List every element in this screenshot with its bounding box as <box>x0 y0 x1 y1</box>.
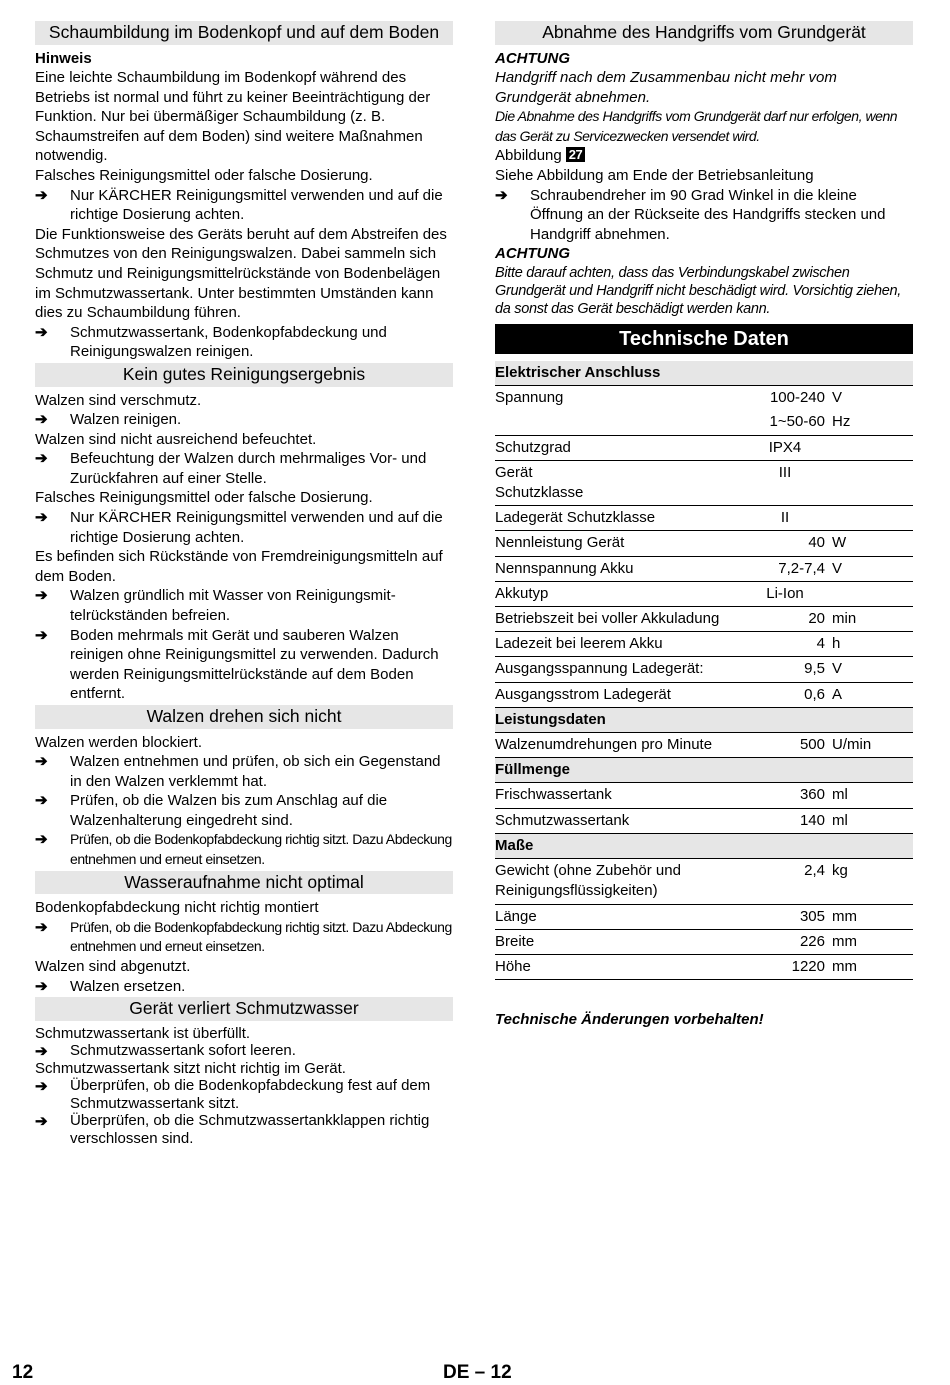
cause-text: Walzen sind verschmutz. <box>35 391 202 409</box>
spec-row <box>495 904 913 929</box>
spec-label: Breite <box>495 929 745 954</box>
remedy-item <box>35 1042 453 1060</box>
remedy-item <box>35 1077 453 1112</box>
cause-text: Falsches Reinigungsmittel oder falsche Dosierung. <box>35 489 373 507</box>
remedy-item <box>35 752 453 791</box>
spec-value: IPX4 <box>745 435 832 460</box>
spec-label: Walzenumdrehungen pro Minute <box>495 733 745 758</box>
tech-changes-note: Technische Änderungen vorbehalten! <box>495 1011 764 1029</box>
spec-unit: Hz <box>832 410 913 435</box>
spec-row <box>495 954 913 979</box>
spec-label: Ladezeit bei leerem Akku <box>495 632 745 657</box>
spec-unit: A <box>832 682 913 707</box>
remedy-text: Nur KÄRCHER Reinigungsmittel verwenden und auf die richtige Dosierung achten. <box>70 186 443 224</box>
spec-value: 0,6 <box>745 682 832 707</box>
arrow-right-icon: ➔ <box>35 753 48 771</box>
spec-label: Ausgangsspannung Ladegerät: <box>495 657 745 682</box>
cause-text: Walzen werden blockiert. <box>35 733 203 751</box>
spec-unit <box>832 460 913 505</box>
spec-row <box>495 410 913 435</box>
left-column <box>35 20 453 1147</box>
hint-label: Hinweis <box>35 49 92 67</box>
arrow-right-icon: ➔ <box>35 977 48 995</box>
step-item <box>495 186 913 245</box>
spec-label: Frischwassertank <box>495 783 745 808</box>
page-number: 12 <box>12 1362 34 1383</box>
arrow-right-icon: ➔ <box>35 792 48 810</box>
remedy-item <box>35 508 453 547</box>
arrow-right-icon: ➔ <box>35 587 48 605</box>
spec-value: 40 <box>745 531 832 556</box>
spec-group-row <box>495 707 913 732</box>
hint-text: Eine leichte Schaumbildung im Bodenkopf während des Betriebs ist normal und führt zu keiner Beeinträchtigung der Funktion. Nur bei übermäßiger Schaumbildung (z. B. Schaumstreifen auf dem Boden) sind weitere Maßnahmen notwendig. <box>35 69 431 165</box>
remedy-text: Befeuchtung der Walzen durch mehrmaliges Vor- und Zurückfahren auf einer Stelle. <box>70 450 427 487</box>
remedy-text: Walzen gründlich mit Wasser von Reinigungsmittelrückständen befreien. <box>70 587 396 625</box>
cause-text: Es befinden sich Rückstände von Fremdreinigungsmitteln auf dem Boden. <box>35 548 443 585</box>
warning-text: Die Abnahme des Handgriffs vom Grundgerät darf nur erfolgen, wenn das Gerät zu Servicezwecken versendet wird. <box>495 108 898 144</box>
remedy-text: Prüfen, ob die Bodenkopfabdeckung richtig sitzt. Dazu Abdeckung entnehmen und erneut einsetzen. <box>70 918 452 955</box>
spec-row <box>495 733 913 758</box>
right-column <box>495 20 913 1030</box>
spec-row <box>495 607 913 632</box>
section-heading-water-intake: Wasseraufnahme nicht optimal <box>35 871 453 895</box>
cause-text: Falsches Reinigungsmittel oder falsche Dosierung. <box>35 167 373 185</box>
arrow-right-icon: ➔ <box>35 411 48 429</box>
spec-value: 100-240 <box>769 389 825 407</box>
remedy-text: Walzen ersetzen. <box>70 977 186 995</box>
remedy-text: Schmutzwassertank sofort leeren. <box>70 1042 296 1060</box>
spec-unit: U/min <box>832 733 913 758</box>
step-text: Schraubendreher im 90 Grad Winkel in die kleine Öffnung an der Rückseite des Handgriffs stecken und Handgriff abnehmen. <box>530 186 886 243</box>
spec-value: 500 <box>745 733 832 758</box>
spec-group-name: Maße <box>495 833 913 858</box>
spec-group-row <box>495 833 913 858</box>
cause-text: Schmutzwassertank ist überfüllt. <box>35 1024 251 1042</box>
remedy-text: Walzen reinigen. <box>70 411 182 429</box>
spec-unit <box>832 581 913 606</box>
spec-label: Spannung <box>495 389 564 407</box>
remedy-text: Prüfen, ob die Bodenkopfabdeckung richtig sitzt. Dazu Abdeckung entnehmen und erneut einsetzen. <box>70 831 452 868</box>
remedy-text: Überprüfen, ob die Schmutzwassertankklappen richtig verschlossen sind. <box>70 1112 430 1147</box>
remedy-text: Nur KÄRCHER Reinigungsmittel verwenden und auf die richtige Dosierung achten. <box>70 509 443 546</box>
spec-label: Nennspannung Akku <box>495 556 745 581</box>
remedy-text: Walzen entnehmen und prüfen, ob sich ein Gegenstand in den Walzen verklemmt hat. <box>70 753 441 790</box>
spec-row <box>495 531 913 556</box>
arrow-right-icon: ➔ <box>35 323 48 341</box>
spec-value: II <box>745 506 832 531</box>
cause-text: Schmutzwassertank sitzt nicht richtig im Gerät. <box>35 1059 346 1077</box>
remedy-item <box>35 410 453 430</box>
arrow-right-icon: ➔ <box>35 1043 48 1061</box>
arrow-right-icon: ➔ <box>35 1078 48 1096</box>
spec-value: 9,5 <box>745 657 832 682</box>
spec-unit: kg <box>832 859 913 904</box>
spec-unit: V <box>832 657 913 682</box>
warning-label: ACHTUNG <box>495 245 570 263</box>
spec-unit: mm <box>832 929 913 954</box>
arrow-right-icon: ➔ <box>35 450 48 468</box>
spec-row <box>495 386 913 411</box>
spec-unit <box>832 435 913 460</box>
see-figure-text: Siehe Abbildung am Ende der Betriebsanleitung <box>495 167 814 185</box>
spec-row <box>495 556 913 581</box>
spec-value: III <box>745 460 832 505</box>
spec-label: Schmutzwassertank <box>495 808 745 833</box>
figure-reference <box>495 146 913 166</box>
page-mark: DE – 12 <box>443 1362 512 1383</box>
spec-value: 1~50-60 <box>745 410 832 435</box>
warning-text: Bitte darauf achten, dass das Verbindungskabel zwischen Grundgerät und Handgriff nicht beschädigt wird. Vorsichtig ziehen, da sonst das Gerät beschädigt werden kann. <box>495 265 902 318</box>
spec-unit: V <box>832 389 843 407</box>
remedy-item <box>35 1112 453 1147</box>
section-heading-foam: Schaumbildung im Bodenkopf und auf dem Boden <box>35 21 453 45</box>
remedy-text: Überprüfen, ob die Bodenkopfabdeckung fest auf dem Schmutzwassertank sitzt. <box>70 1077 431 1112</box>
warning-label: ACHTUNG <box>495 49 570 67</box>
spec-value: 4 <box>745 632 832 657</box>
spec-unit: ml <box>832 808 913 833</box>
remedy-item <box>35 626 453 704</box>
spec-group-row <box>495 361 913 386</box>
spec-unit: min <box>832 607 913 632</box>
spec-value: Li-Ion <box>745 581 832 606</box>
remedy-item <box>35 323 453 362</box>
section-heading-rollers: Walzen drehen sich nicht <box>35 705 453 729</box>
remedy-item <box>35 449 453 488</box>
remedy-item <box>35 186 453 225</box>
spec-unit: mm <box>832 954 913 979</box>
spec-unit: ml <box>832 783 913 808</box>
cause-text: Walzen sind abgenutzt. <box>35 957 191 975</box>
spec-label: Höhe <box>495 954 745 979</box>
spec-unit: W <box>832 531 913 556</box>
remedy-item <box>35 977 453 997</box>
spec-label: Akkutyp <box>495 581 745 606</box>
spec-row <box>495 929 913 954</box>
spec-group-name: Füllmenge <box>495 758 913 783</box>
spec-row <box>495 460 913 505</box>
spec-value: 7,2-7,4 <box>745 556 832 581</box>
spec-value: 140 <box>745 808 832 833</box>
spec-unit <box>832 506 913 531</box>
spec-label: Nennleistung Gerät <box>495 531 745 556</box>
spec-row <box>495 808 913 833</box>
spec-value: 1220 <box>745 954 832 979</box>
spec-row <box>495 632 913 657</box>
arrow-right-icon: ➔ <box>35 626 48 644</box>
remedy-item <box>35 586 453 625</box>
spec-row <box>495 859 913 904</box>
spec-row <box>495 682 913 707</box>
spec-group-row <box>495 758 913 783</box>
tech-data-title: Technische Daten <box>495 324 913 354</box>
spec-label-line: Gerät <box>495 463 533 481</box>
arrow-right-icon: ➔ <box>35 1113 48 1131</box>
figure-number-badge: 27 <box>566 147 585 162</box>
cause-text: Bodenkopfabdeckung nicht richtig montiert <box>35 899 319 917</box>
spec-row <box>495 581 913 606</box>
spec-value: 360 <box>745 783 832 808</box>
arrow-right-icon: ➔ <box>35 509 48 527</box>
remedy-text: Boden mehrmals mit Gerät und sauberen Walzen reinigen ohne Reinigungsmittel zu verwenden. Dadurch werden Reinigungsmittelrückstände auf dem Boden entfernt. <box>70 626 439 703</box>
spec-value: 20 <box>745 607 832 632</box>
figure-label: Abbildung <box>495 147 562 165</box>
remedy-text: Prüfen, ob die Walzen bis zum Anschlag auf die Walzenhalterung eingedreht sind. <box>70 792 388 829</box>
spec-row <box>495 783 913 808</box>
cause-text: Die Funktionsweise des Geräts beruht auf dem Abstreifen des Schmutzes von den Reinigungswalzen. Dabei sammeln sich Schmutz und Reinigungsmittelrückstände von Bodenbelägen im Schmutzwassertank. Unter bestimmten Umständen kann dies zu Schaumbildung führen. <box>35 225 447 322</box>
spec-unit: h <box>832 632 913 657</box>
spec-group-name: Elektrischer Anschluss <box>495 361 913 386</box>
spec-value: 226 <box>745 929 832 954</box>
spec-value: 2,4 <box>745 859 832 904</box>
remedy-item <box>35 918 453 957</box>
section-heading-handle-removal: Abnahme des Handgriffs vom Grundgerät <box>495 21 913 45</box>
remedy-text: Schmutzwassertank, Bodenkopfabdeckung und Reinigungswalzen reinigen. <box>70 323 387 361</box>
spec-label-line: Schutzklasse <box>495 484 584 502</box>
spec-label <box>495 460 745 505</box>
spec-label: Betriebszeit bei voller Akkuladung <box>495 607 745 632</box>
arrow-right-icon: ➔ <box>35 186 48 204</box>
tech-data-table <box>495 361 913 980</box>
spec-row <box>495 435 913 460</box>
spec-unit: mm <box>832 904 913 929</box>
section-heading-dirty-water: Gerät verliert Schmutzwasser <box>35 997 453 1021</box>
spec-label: Ausgangsstrom Ladegerät <box>495 682 745 707</box>
arrow-right-icon: ➔ <box>495 186 508 204</box>
arrow-right-icon: ➔ <box>35 831 48 849</box>
spec-label: Gewicht (ohne Zubehör und Reinigungsflüssigkeiten) <box>495 859 745 904</box>
section-heading-cleaning: Kein gutes Reinigungsergebnis <box>35 363 453 387</box>
spec-group-name: Leistungsdaten <box>495 707 913 732</box>
remedy-item <box>35 830 453 869</box>
spec-label: Schutzgrad <box>495 435 745 460</box>
spec-label: Ladegerät Schutzklasse <box>495 506 745 531</box>
spec-label: Länge <box>495 904 745 929</box>
spec-label <box>495 410 745 435</box>
cause-text: Walzen sind nicht ausreichend befeuchtet. <box>35 430 317 448</box>
spec-row <box>495 506 913 531</box>
remedy-item <box>35 791 453 830</box>
spec-unit: V <box>832 556 913 581</box>
warning-text: Handgriff nach dem Zusammenbau nicht mehr vom Grundgerät abnehmen. <box>495 69 837 106</box>
spec-value: 305 <box>745 904 832 929</box>
spec-row <box>495 657 913 682</box>
arrow-right-icon: ➔ <box>35 918 48 936</box>
